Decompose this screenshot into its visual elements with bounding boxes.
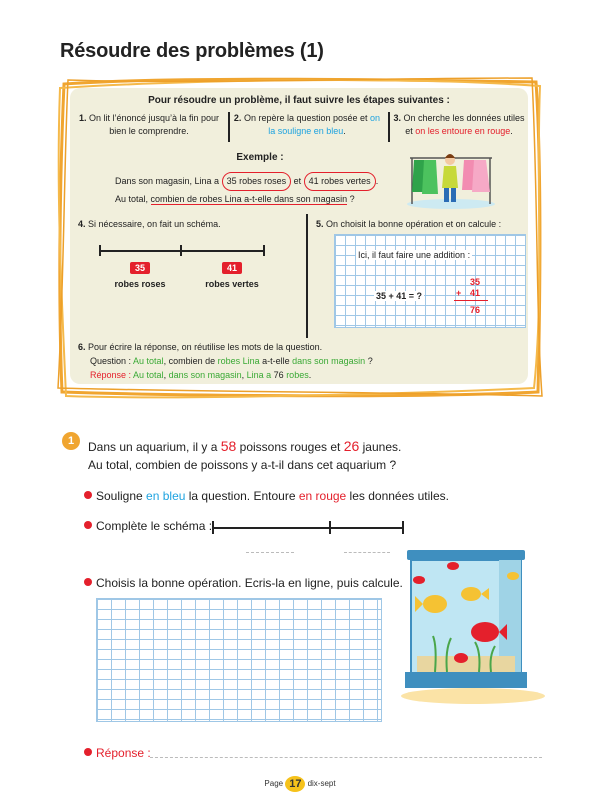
divider [388,112,390,142]
answer-label: Réponse : [84,744,151,762]
calc-hint: Ici, il faut faire une addition : [358,250,471,260]
schema-tick [99,245,101,256]
calc-equation: 35 + 41 = ? [376,291,423,301]
step-2: 2. On repère la question posée et on la souligne en bleu. [233,113,381,136]
bullet-icon [84,521,92,529]
steps-heading: Pour résoudre un problème, il faut suivre les étapes suivantes : [148,95,450,106]
schema-tick [180,245,182,256]
aquarium-illustration [395,546,545,706]
answer-line[interactable] [150,757,542,758]
schema-blank[interactable] [344,552,390,553]
example-text: Dans son magasin, Lina a 35 robes roses et 41 robes vertes . Au total, combien de robes Lina a-t-elle dans son magasin ? [115,172,378,208]
calc-mid: 41 [470,288,481,298]
calc-grid [334,234,526,328]
number-58: 58 [220,438,237,454]
divider [306,214,308,338]
calc-rule [454,300,488,301]
bullet-icon [84,491,92,499]
schema-blank[interactable] [246,552,294,553]
exercise-schema-line [213,527,403,529]
page-number: 17 [285,776,305,792]
schema-label: robes vertes [205,279,259,289]
step-4: 4. Si nécessaire, on fait un schéma. [78,219,221,229]
circled-data: 41 robes vertes [304,172,376,191]
exercise-number-badge: 1 [62,432,80,450]
answer-grid[interactable] [96,598,382,722]
schema-tick [263,245,265,256]
instruction-underline: Souligne en bleu la question. Entoure en rouge les données utiles. [84,487,449,505]
step-6: 6. Pour écrire la réponse, on réutilise les mots de la question. Question : Au total, combien de robes Lina a-t-elle dans son magasin ? Réponse : Au total, dans son magasin, Lina a 76 robes. [78,342,373,380]
instruction-operation: Choisis la bonne opération. Ecris-la en ligne, puis calcule. [84,574,403,592]
exercise-statement: Dans un aquarium, il y a 58 poissons rouges et 26 jaunes. Au total, combien de poissons y a-t-il dans cet aquarium ? [88,438,402,472]
schema-tick [402,521,404,534]
underlined-question: combien de robes Lina a-t-elle dans son magasin [150,194,348,204]
value-tag: 41 [222,262,242,274]
schema-tick [329,521,331,534]
shop-illustration [404,148,498,210]
page-title: Résoudre des problèmes (1) [60,40,324,62]
instruction-schema: Complète le schéma : [84,517,212,535]
divider [228,112,230,142]
calc-top: 35 [470,277,481,287]
step-5: 5. On choisit la bonne opération et on calcule : [316,219,502,229]
step-3: 3. On cherche les données utiles et on les entoure en rouge. [393,113,525,136]
value-tag: 35 [130,262,150,274]
schema-tick [212,521,214,534]
example-title: Exemple : [236,152,284,163]
number-26: 26 [343,438,360,454]
page-footer: Page 17 dix-sept [264,778,336,790]
circled-data: 35 robes roses [222,172,292,191]
calc-result: 76 [470,305,481,315]
bullet-icon [84,748,92,756]
schema-line [100,250,264,252]
schema-label: robes roses [114,279,166,289]
calc-plus: + [456,288,462,298]
bullet-icon [84,578,92,586]
step-1: 1. On lit l’énoncé jusqu’à la fin pour bien le comprendre. [78,113,220,136]
